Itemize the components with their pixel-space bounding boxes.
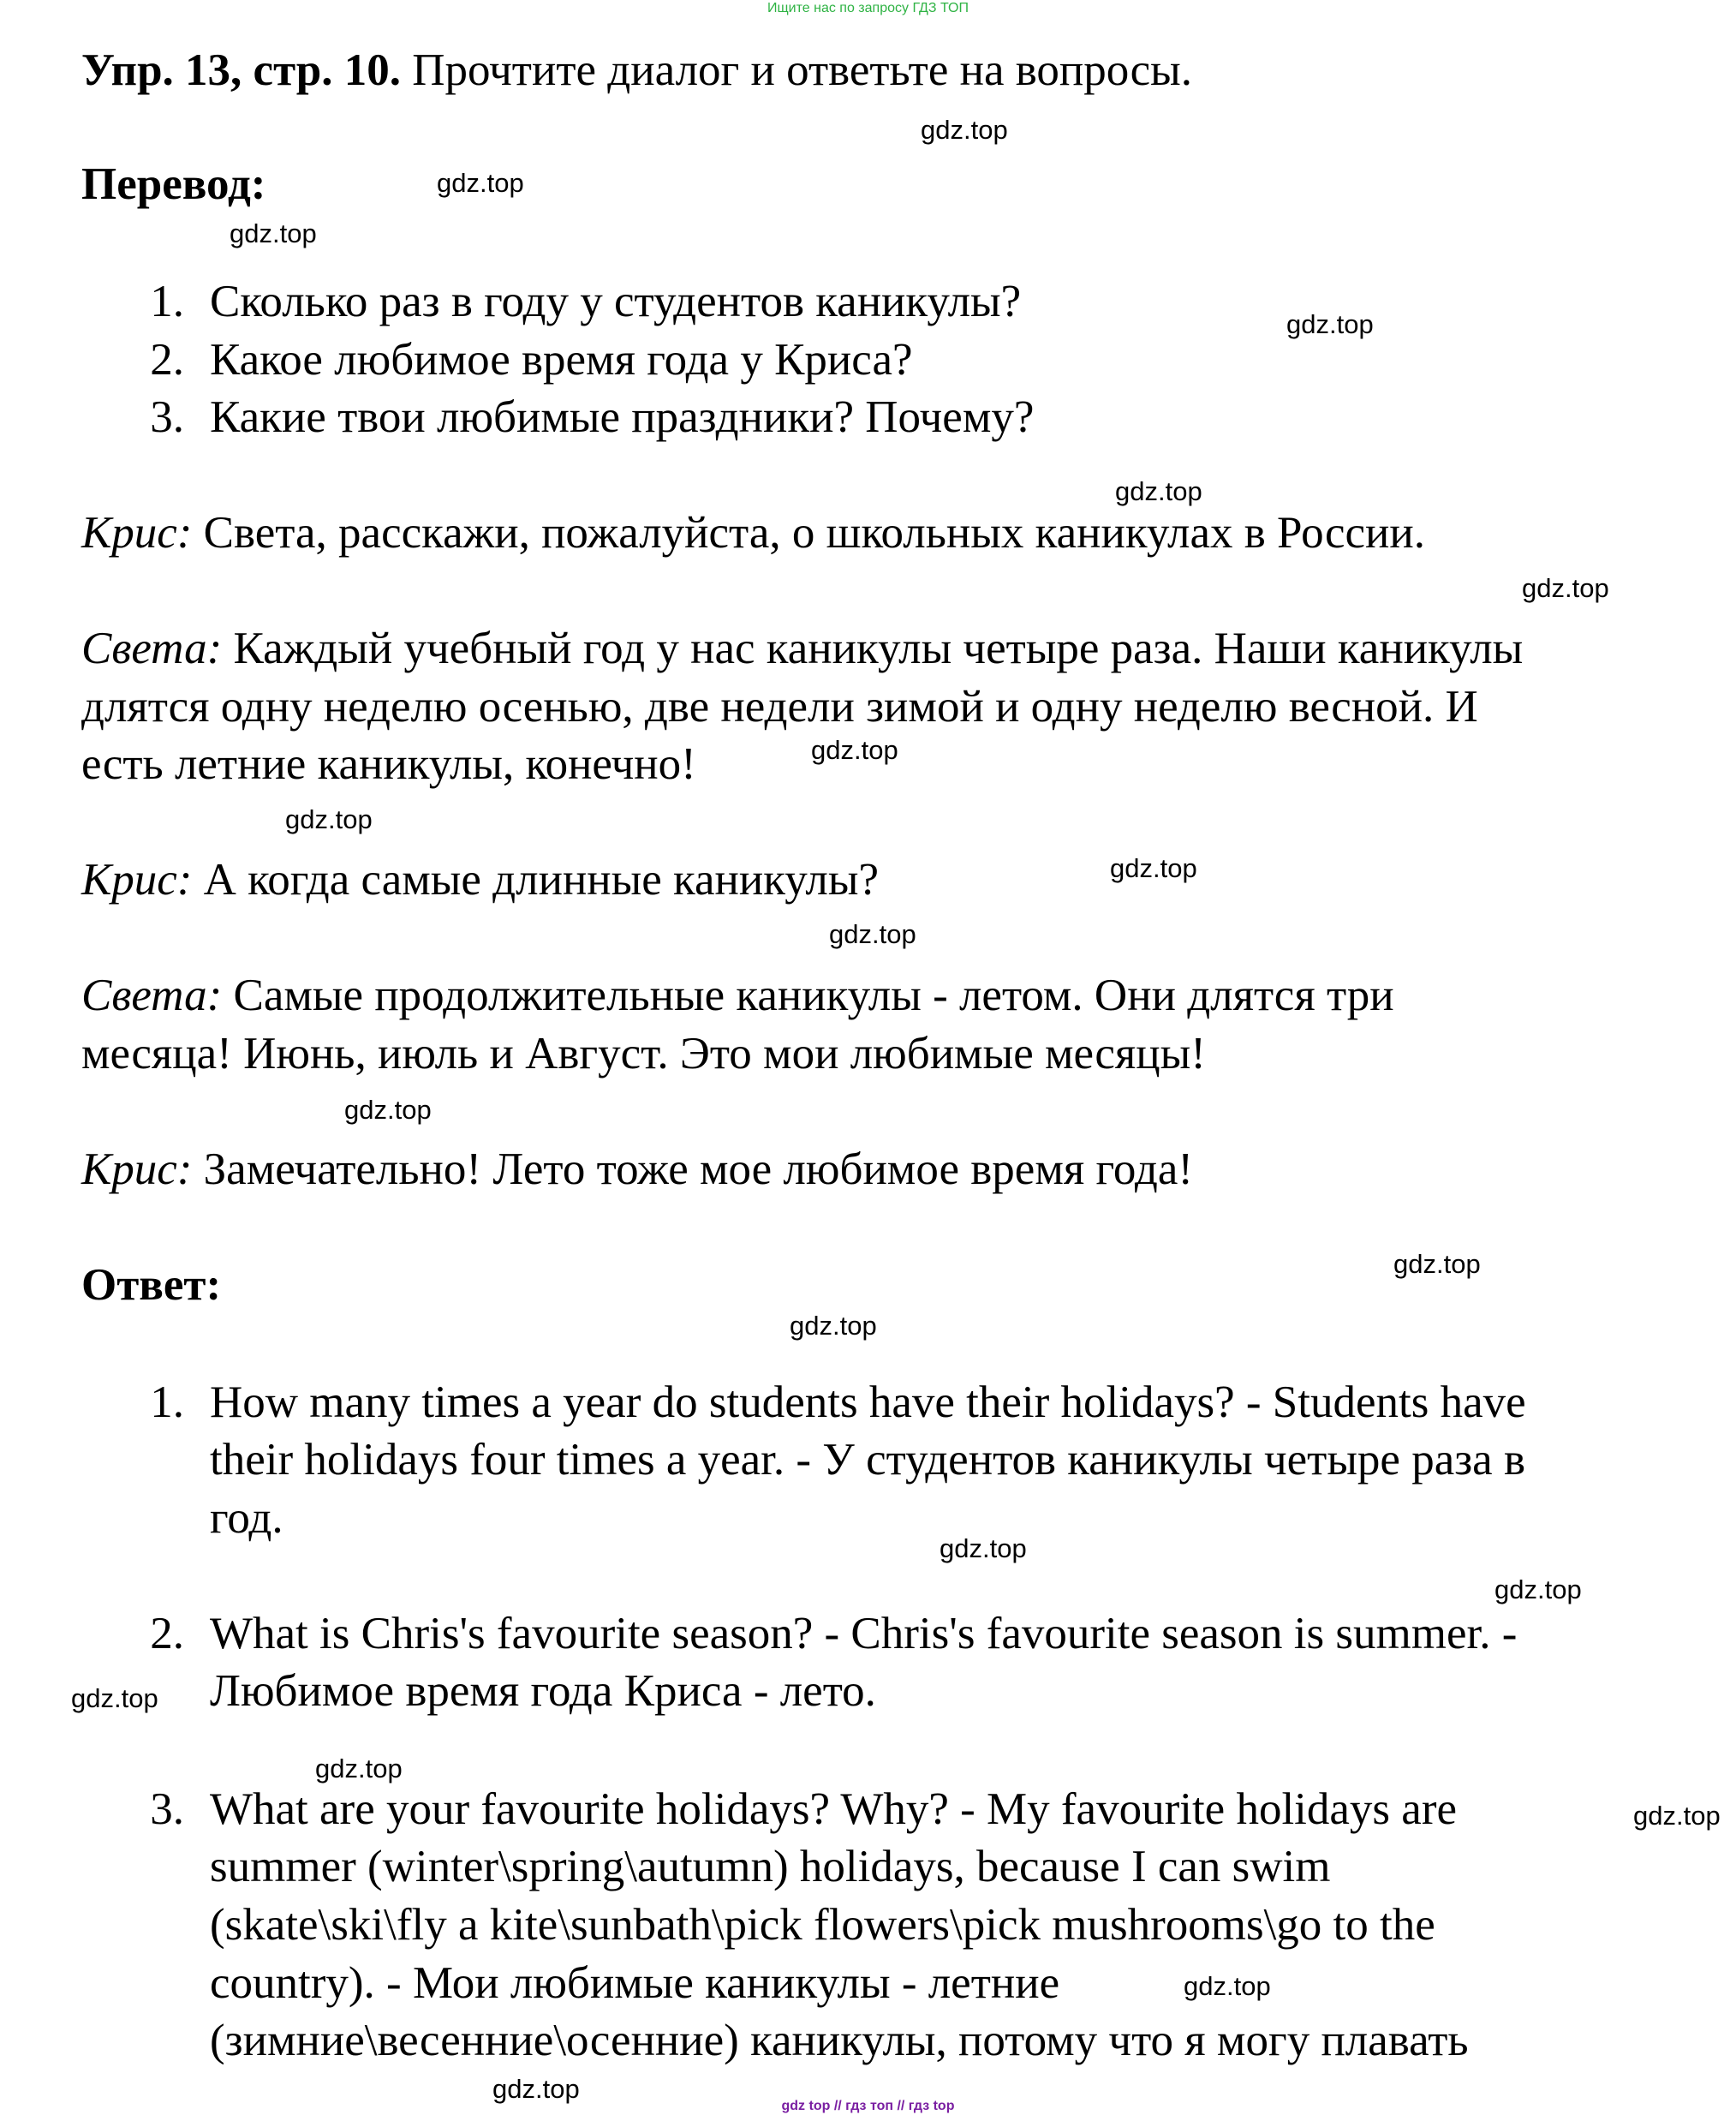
watermark: gdz.top — [71, 1683, 158, 1713]
watermark: gdz.top — [829, 919, 916, 949]
watermark: gdz.top — [921, 115, 1008, 145]
answer-text: (зимние\весенние\осенние) каникулы, потому что я могу плавать — [210, 2016, 1469, 2065]
answer-text: What are your favourite holidays? Why? - My favourite holidays are — [210, 1784, 1457, 1834]
dialog-text: есть летние каникулы, конечно! — [81, 739, 696, 789]
answer-text: год. — [210, 1493, 283, 1543]
watermark: gdz.top — [344, 1095, 432, 1125]
answer-number: 2. — [150, 1609, 184, 1658]
watermark: gdz.top — [811, 735, 898, 765]
exercise-title — [81, 43, 1192, 98]
question-number: 2. — [150, 335, 184, 385]
watermark: gdz.top — [230, 218, 317, 248]
watermark: gdz.top — [1110, 853, 1197, 883]
answer-text: How many times a year do students have their holidays? - Students have — [210, 1377, 1526, 1427]
speaker-label: Света: — [81, 971, 223, 1020]
question-text: Сколько раз в году у студентов каникулы? — [210, 277, 1022, 326]
question-text: Какие твои любимые праздники? Почему? — [210, 392, 1035, 442]
bottom-banner: gdz top // гдз топ // гдз top — [781, 2099, 955, 2113]
top-banner: Ищите нас по запросу ГДЗ ТОП — [767, 1, 969, 15]
speaker-label: Крис: — [81, 855, 193, 905]
dialog-text: А когда самые длинные каникулы? — [192, 855, 879, 905]
answer-number: 3. — [150, 1784, 184, 1834]
watermark: gdz.top — [1184, 1971, 1271, 2001]
watermark: gdz.top — [492, 2074, 580, 2104]
dialog-text: Света, расскажи, пожалуйста, о школьных каникулах в России. — [192, 508, 1426, 558]
watermark: gdz.top — [1522, 573, 1609, 603]
dialog-line — [81, 852, 879, 907]
dialog-text: Замечательно! Лето тоже мое любимое время года! — [192, 1144, 1194, 1194]
dialog-text: Каждый учебный год у нас каникулы четыре раза. Наши каникулы — [222, 624, 1524, 673]
watermark: gdz.top — [1115, 476, 1202, 506]
watermark: gdz.top — [1494, 1574, 1582, 1604]
dialog-text: месяца! Июнь, июль и Август. Это мои любимые месяцы! — [81, 1029, 1206, 1078]
answer-heading: Ответ: — [81, 1260, 222, 1310]
exercise-instruction: Прочтите диалог и ответьте на вопросы. — [401, 45, 1192, 95]
watermark: gdz.top — [1393, 1249, 1481, 1279]
answer-text: their holidays four times a year. - У студентов каникулы четыре раза в — [210, 1435, 1525, 1485]
watermark: gdz.top — [790, 1311, 877, 1341]
speaker-label: Крис: — [81, 1144, 193, 1194]
answer-text: country). - Мои любимые каникулы - летние — [210, 1958, 1060, 2008]
watermark: gdz.top — [1286, 309, 1374, 339]
speaker-label: Света: — [81, 624, 223, 673]
question-number: 3. — [150, 392, 184, 442]
dialog-line — [81, 1142, 1193, 1197]
translation-heading: Перевод: — [81, 159, 266, 209]
speaker-label: Крис: — [81, 508, 193, 558]
answer-text: (skate\ski\fly a kite\sunbath\pick flowers\pick mushrooms\go to the — [210, 1900, 1435, 1950]
dialog-text: Самые продолжительные каникулы - летом. Они длятся три — [222, 971, 1394, 1020]
dialog-line — [81, 968, 1394, 1023]
watermark: gdz.top — [940, 1533, 1027, 1563]
answer-number: 1. — [150, 1377, 184, 1427]
watermark: gdz.top — [437, 168, 524, 198]
dialog-line — [81, 505, 1425, 560]
answer-text: What is Chris's favourite season? - Chris's favourite season is summer. - — [210, 1609, 1518, 1658]
dialog-text: длятся одну неделю осенью, две недели зимой и одну неделю весной. И — [81, 682, 1478, 732]
question-number: 1. — [150, 277, 184, 326]
exercise-number: Упр. 13, стр. 10. — [81, 45, 401, 95]
question-text: Какое любимое время года у Криса? — [210, 335, 913, 385]
dialog-line — [81, 621, 1523, 676]
watermark: gdz.top — [1633, 1801, 1721, 1831]
watermark: gdz.top — [285, 804, 373, 834]
answer-text: Любимое время года Криса - лето. — [210, 1666, 876, 1716]
answer-text: summer (winter\spring\autumn) holidays, because I can swim — [210, 1842, 1331, 1891]
watermark: gdz.top — [315, 1754, 403, 1783]
